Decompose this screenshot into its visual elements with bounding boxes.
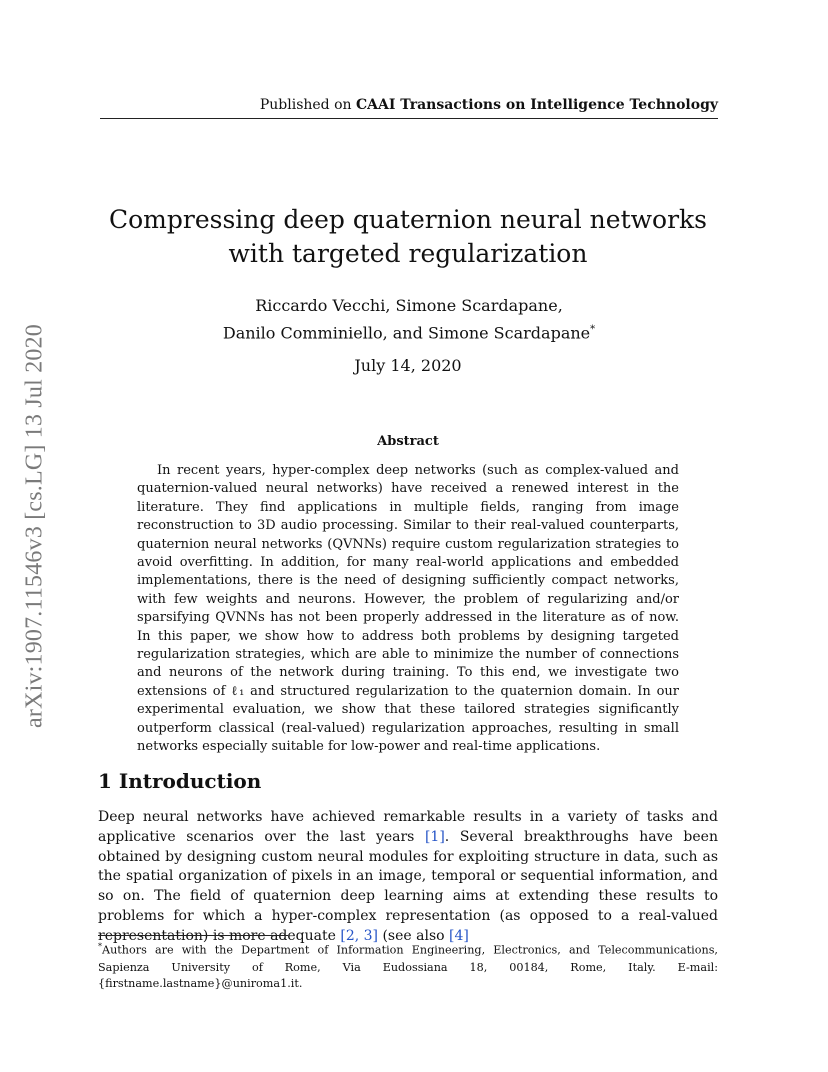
author-list (160, 294, 658, 345)
citation-link[interactable]: [4] (449, 927, 469, 944)
intro-text-2: . Several breakthroughs have been obtained by designing custom neural modules for exploiting structure in data, such as the spatial organization of pixels in an image, temporal or sequential information, and so on. The field of quaternion deep learning aims at extending these results to problems for which a hyper-complex representation (as opposed to a real-valued representation) is more adequate (98, 828, 718, 944)
published-prefix: Published on (259, 97, 352, 113)
introduction-paragraph (98, 808, 718, 947)
citation-link[interactable]: [2, 3] (340, 927, 379, 944)
intro-text-1: Deep neural networks have achieved remarkable results in a variety of tasks and applicative scenarios over the last years (98, 809, 718, 845)
publication-date: July 14, 2020 (354, 356, 462, 375)
footnote-marker: * (98, 942, 102, 951)
arxiv-identifier: arXiv:1907.11546v3 [cs.LG] 13 Jul 2020 (21, 324, 48, 728)
footnote-text: Authors are with the Department of Information Engineering, Electronics, and Telecommunications, Sapienza University of Rome, Via Eudossiana 18, 00184, Rome, Italy. E-mail: {firstname.lastname}@uniroma1.it. (98, 943, 718, 991)
author-line-2 (160, 318, 658, 345)
abstract-body: In recent years, hyper-complex deep networks (such as complex-valued and quaternion-valued neural networks) have received a renewed interest in the literature. They find applications in multiple fields, ranging from image reconstruction to 3D audio processing. Similar to their real-valued counterparts, quaternion neural networks (QVNNs) require custom regularization strategies to avoid overfitting. In addition, for many real-world applications and embedded implementations, there is the need of designing sufficiently compact networks, with few weights and neurons. However, the problem of regularizing and/or sparsifying QVNNs has not been properly addressed in the literature as of now. In this paper, we show how to address both problems by designing targeted regularization strategies, which are able to minimize the number of connections and neurons of the network during training. To this end, we investigate two extensions of ℓ₁ and structured regularization to the quaternion domain. In our experimental evaluation, we show that these tailored strategies significantly outperform classical (real-valued) regularization approaches, resulting in small networks especially suitable for low-power and real-time applications. (137, 463, 679, 755)
intro-text-3: (see also (378, 927, 450, 944)
author-names-2: Danilo Comminiello, and Simone Scardapane (222, 323, 591, 343)
running-header (100, 96, 718, 119)
author-footnote-marker: * (590, 324, 596, 335)
author-footnote (98, 939, 718, 993)
abstract-heading: Abstract (377, 434, 439, 449)
journal-name: CAAI Transactions on Intelligence Technology (356, 97, 718, 113)
author-line-1: Riccardo Vecchi, Simone Scardapane, (255, 296, 563, 315)
footnote-divider (98, 935, 288, 936)
arxiv-stamp (18, 292, 52, 760)
section-heading-introduction: 1 Introduction (98, 769, 262, 793)
paper-title: Compressing deep quaternion neural networks with targeted regularization (109, 205, 707, 268)
citation-link[interactable]: [1] (424, 828, 445, 845)
